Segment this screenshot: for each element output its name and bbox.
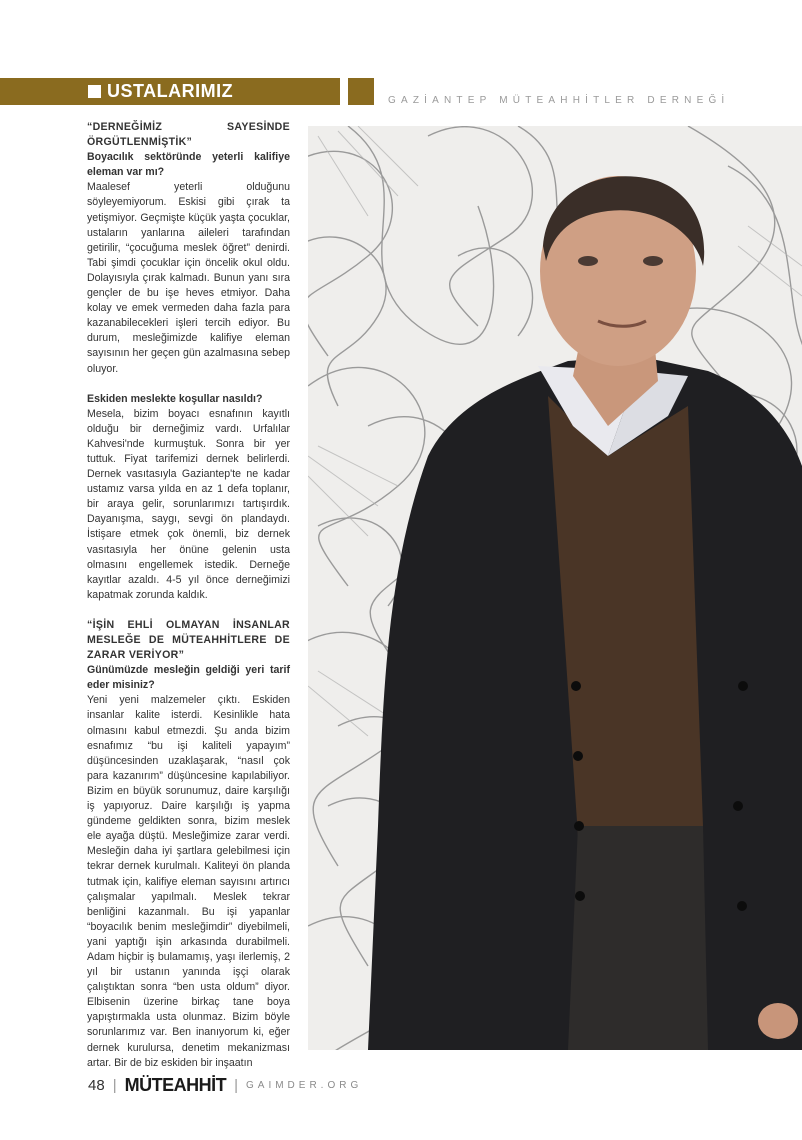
page-footer (88, 1075, 362, 1096)
question-2: Eskiden meslekte koşullar nasıldı? (87, 392, 263, 405)
section-title: USTALARIMIZ (107, 81, 234, 101)
subheading-2: “İŞİN EHLİ OLMAYAN İNSANLAR MESLEĞE DE MÜTEAHHİTLERE DE ZARAR VERİYOR” (87, 618, 290, 662)
magazine-logo: MÜTEAHHİT (124, 1075, 227, 1095)
answer-2: Mesela, bizim boyacı esnafının kayıtlı olduğu bir derneğimiz vardı. Urfalılar Kahvesi'nde kurmuştuk. Sonra bir yer tuttuk. Fiyat tarifemizi dernek belirlerdi. Dernek vasıtasıyla Gaziantep'te ne kadar ustamız varsa yılda en az 1 defa toplanır, bir araya gelir, sorunlarımızı tartışırdık. Dayanışma, saygı, sevgi ön plandaydı. İstişare etmek çok önemli, biz dernek vasıtasıyla her önüne gelenin usta olmasını engellemek istedik. Derneğe kayıtlar azaldı. 4-5 yıl önce derneğimizi kapatmak zorunda kaldık. (87, 407, 290, 601)
subheading-1: “DERNEĞİMİZ SAYESİNDE ÖRGÜTLENMİŞTİK” (87, 121, 290, 149)
portrait-photo (308, 126, 802, 1050)
answer-1: Maalesef yeterli olduğunu söyleyemiyorum. Eskisi gibi çırak ta yetişmiyor. Geçmişte küçük yaşta çocuklar, ustaların yanlarına aileleri tarafından getirilir, “çocuğuma meslek öğret” denirdi. Tabi şimdi çocuklar için öncelik okul oldu. Dolayısıyla çırak kalmadı. Bunun yanı sıra gençler de bu işe heves etmiyor. Daha kolay ve emek vermeden daha fazla para kazanabilecekleri işleri tercih ediyor. Bu durum, mesleğimizde kalifiye eleman sayısının her geçen gün azalmasına sebep oluyor. (87, 181, 290, 375)
website-link[interactable]: GAIMDER.ORG (246, 1080, 363, 1091)
question-3: Günümüzde mesleğin geldiği yeri tarif eder misiniz? (87, 664, 290, 692)
association-name: GAZİANTEP MÜTEAHHİTLER DERNEĞİ (388, 95, 730, 106)
page-number: 48 (88, 1077, 105, 1094)
header-accent-square (348, 78, 374, 105)
question-1: Boyacılık sektöründe yeterli kalifiye eleman var mı? (87, 151, 290, 179)
answer-3: Yeni yeni malzemeler çıktı. Eskiden insanlar kalite isterdi. Kesinlikle hata olmasını kabul etmezdi. Şu anda bizim esnafımız “bu işi kaliteli yapayım” düşüncesinden uzaklaşarak, “nasıl çok para kazanırım” düşüncesine kapılabiliyor. Bizim en büyük sorunumuz, daire karşılığı iş yapıyoruz. Daire karşılığı iş yapma gündeme geldikten sonra, bizim meslek ele ayağa düştü. Mesleğimize zarar verdi. Mesleğin daha iyi şartlara gelebilmesi için tekrar dernek kurulmalı. Kaliteyi ön planda tutmak için, kalifiye eleman sayısını artırıcı çalışmalar yapılmalı. Meslek tekrar benliğini kazanmalı. Bu işi yapanlar “boyacılık benim mesleğimdir” diyebilmeli, yani yaptığı işin arkasında durabilmeli. Adam hiçbir iş bulamamış, yaşı ilerlemiş, 2 yıl bir ustanın yanında işçi olarak çalıştıktan sonra “ben usta oldum” diyor. Elbisenin üzerine birkaç tane boya yapıştırmakla usta olunmaz. Bizim böyle sorunlarımız var. Ben inanıyorum ki, eğer dernek kurulursa, denetim mekanizması artar. Bir de biz eskiden bir inşaatın (87, 694, 290, 1069)
footer-separator-2: | (234, 1077, 238, 1094)
section-bullet-icon (88, 85, 101, 98)
article-column (87, 120, 290, 1071)
section-tag (88, 80, 233, 103)
footer-separator: | (112, 1077, 117, 1094)
